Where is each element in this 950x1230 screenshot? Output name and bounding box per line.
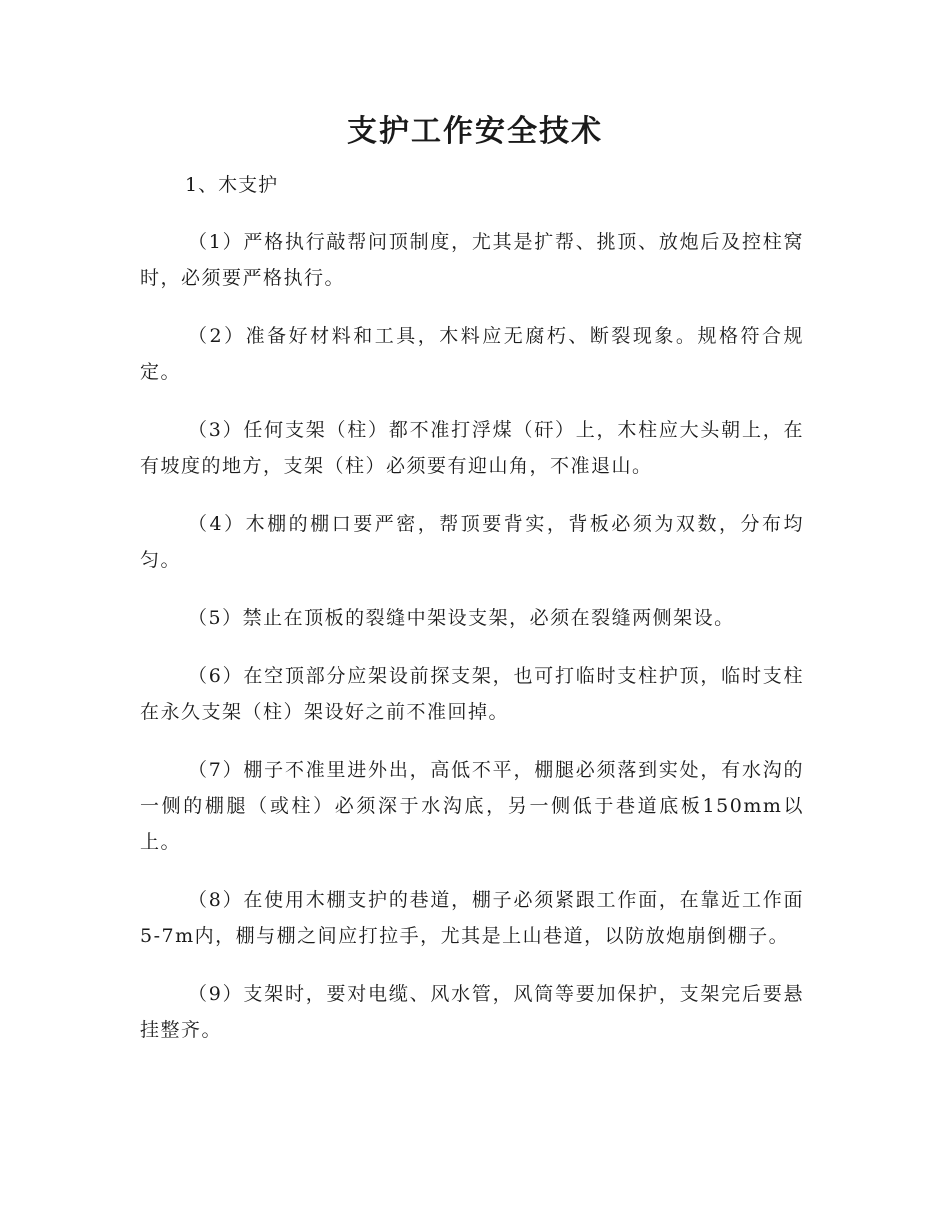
paragraph-5: （5）禁止在顶板的裂缝中架设支架，必须在裂缝两侧架设。	[188, 607, 735, 629]
document-title: 支护工作安全技术	[347, 114, 603, 149]
paragraph-2: （2）准备好材料和工具，木料应无腐朽、断裂现象。规格符合规定。	[140, 325, 804, 383]
paragraph-1: （1）严格执行敲帮问顶制度，尤其是扩帮、挑顶、放炮后及控柱窝时，必须要严格执行。	[140, 231, 804, 289]
paragraph-8: （8）在使用木棚支护的巷道，棚子必须紧跟工作面，在靠近工作面5-7m内，棚与棚之间应打拉手，尤其是上山巷道，以防放炮崩倒棚子。	[140, 889, 804, 947]
paragraph-6: （6）在空顶部分应架设前探支架，也可打临时支柱护顶，临时支柱在永久支架（柱）架设好之前不准回掉。	[140, 665, 804, 723]
section-heading: 1、木支护	[185, 174, 279, 196]
document-body	[140, 168, 804, 1070]
paragraph-4: （4）木棚的棚口要严密，帮顶要背实，背板必须为双数，分布均匀。	[140, 513, 804, 571]
paragraph-3: （3）任何支架（柱）都不准打浮煤（矸）上，木柱应大头朝上，在有坡度的地方，支架（柱）必须要有迎山角，不准退山。	[140, 419, 804, 477]
paragraph-9: （9）支架时，要对电缆、风水管，风筒等要加保护，支架完后要悬挂整齐。	[140, 983, 804, 1041]
paragraph-7: （7）棚子不准里进外出，高低不平，棚腿必须落到实处，有水沟的一侧的棚腿（或柱）必须深于水沟底，另一侧低于巷道底板150mm以上。	[140, 759, 804, 853]
